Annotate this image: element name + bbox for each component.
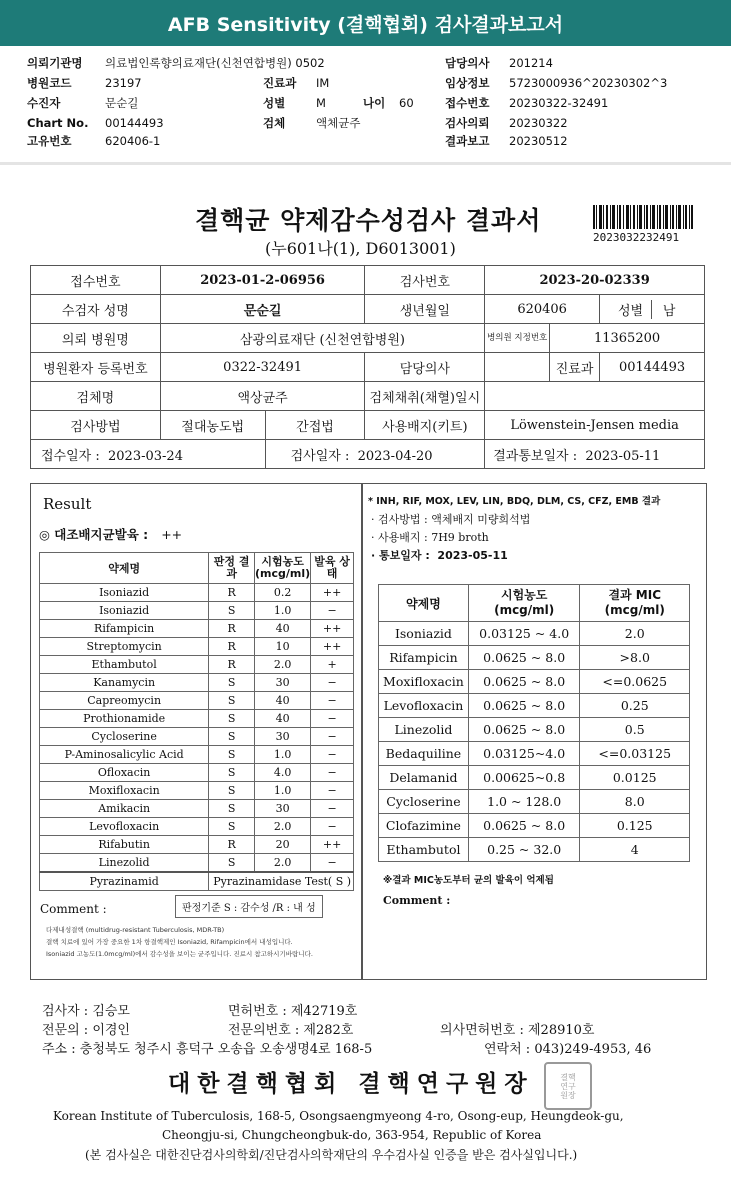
result-panel — [30, 483, 362, 980]
label-patient: 수진자 — [27, 96, 61, 110]
info-label: 접수일자 : — [41, 448, 100, 464]
info-label: 사용배지(키트) — [365, 411, 485, 440]
comment-line: 다제내성결핵 (multidrug-resistant Tuberculosis, MDR-TB) — [46, 926, 225, 934]
table-row — [379, 790, 690, 814]
comment-line: 결핵 치료에 있어 가장 중요한 1차 항결핵제인 Isoniazid, Rifampicin에서 내성입니다. — [46, 938, 293, 946]
table-row — [379, 646, 690, 670]
info-value: 00144493 — [600, 353, 705, 382]
mic-notify-label: · 통보일자 : — [371, 549, 430, 562]
judgement: S — [209, 674, 255, 692]
table-row — [40, 854, 354, 873]
value-unique-no: 620406-1 — [105, 134, 161, 148]
info-tested-cell — [265, 440, 485, 469]
phone: 연락처 : 043)249-4953, 46 — [484, 1042, 652, 1057]
comment-text — [46, 924, 313, 960]
drug-name: Rifabutin — [40, 836, 209, 854]
drug-name: Linezolid — [379, 718, 469, 742]
info-value: 절대농도법 — [160, 411, 265, 440]
test-concentration: 40 — [255, 692, 311, 710]
drug-name: Streptomycin — [40, 638, 209, 656]
label-chart-no: Chart No. — [27, 116, 89, 130]
mic-result: 0.25 — [580, 694, 690, 718]
test-range: 1.0 ~ 128.0 — [468, 790, 580, 814]
col-header: 판정 결과 — [209, 553, 255, 584]
label-specimen: 검체 — [263, 116, 286, 130]
table-row — [40, 638, 354, 656]
test-range: 0.03125~4.0 — [468, 742, 580, 766]
judgement: S — [209, 710, 255, 728]
test-concentration: 40 — [255, 710, 311, 728]
mic-table — [378, 584, 690, 862]
info-value: 620406 — [485, 295, 600, 324]
test-range: 0.25 ~ 32.0 — [468, 838, 580, 862]
pza-name: Pyrazinamid — [40, 872, 209, 891]
drug-name: Isoniazid — [40, 584, 209, 602]
judgement: S — [209, 854, 255, 873]
info-label: 생년월일 — [365, 295, 485, 324]
judgement: S — [209, 602, 255, 620]
judgement: R — [209, 620, 255, 638]
mic-comment-label: Comment : — [383, 894, 451, 907]
judgement: R — [209, 656, 255, 674]
info-value: 0322-32491 — [160, 353, 365, 382]
test-concentration: 10 — [255, 638, 311, 656]
table-row — [379, 766, 690, 790]
test-range: 0.03125 ~ 4.0 — [468, 622, 580, 646]
growth-status: − — [311, 782, 354, 800]
judgement: R — [209, 584, 255, 602]
growth-status: ++ — [311, 620, 354, 638]
specialist-no: 전문의번호 : 제282호 — [228, 1023, 354, 1038]
mic-note-title: * INH, RIF, MOX, LEV, LIN, BDQ, DLM, CS, CFZ, EMB 결과 — [368, 496, 661, 507]
info-value: 11365200 — [550, 324, 705, 353]
info-label: 진료과 — [550, 353, 600, 382]
table-row — [379, 670, 690, 694]
judgement: R — [209, 836, 255, 854]
license-no: 면허번호 : 제42719호 — [228, 1004, 358, 1019]
official-seal: 결핵 연구 원장 — [544, 1062, 592, 1110]
col-header: 시험농도 (mcg/ml) — [468, 585, 580, 622]
test-concentration: 30 — [255, 674, 311, 692]
table-row — [40, 584, 354, 602]
info-label: 성별 — [617, 303, 644, 319]
judgement: S — [209, 692, 255, 710]
comment-label: Comment : — [40, 902, 107, 916]
info-value: 삼광의료재단 (신천연합병원) — [160, 324, 484, 353]
label-request-date: 검사의뢰 — [445, 116, 490, 130]
info-table — [30, 265, 705, 469]
label-institution: 의뢰기관명 — [27, 56, 83, 70]
table-row — [379, 814, 690, 838]
drug-name: Levofloxacin — [40, 818, 209, 836]
mic-notify — [371, 547, 508, 563]
table-row — [379, 718, 690, 742]
judgement: R — [209, 638, 255, 656]
table-row — [379, 742, 690, 766]
control-label: ◎ 대조배지균발육 : — [39, 527, 149, 542]
report-title: AFB Sensitivity (결핵협회) 검사결과보고서 — [0, 0, 731, 46]
drug-name: Ethambutol — [40, 656, 209, 674]
label-clinical-info: 임상정보 — [445, 76, 490, 90]
barcode-icon — [593, 205, 693, 229]
drug-name: Cycloserine — [379, 790, 469, 814]
drug-name: Rifampicin — [40, 620, 209, 638]
value-age: 60 — [399, 96, 414, 110]
info-value: 2023-05-11 — [585, 448, 661, 464]
test-range: 0.0625 ~ 8.0 — [468, 814, 580, 838]
table-row — [40, 692, 354, 710]
test-concentration: 40 — [255, 620, 311, 638]
info-notified-cell — [485, 440, 705, 469]
value-request-date: 20230322 — [509, 116, 568, 130]
table-row — [40, 746, 354, 764]
label-report-date: 결과보고 — [445, 134, 490, 148]
test-range: 0.00625~0.8 — [468, 766, 580, 790]
value-receipt-no: 20230322-32491 — [509, 96, 609, 110]
control-growth — [39, 525, 182, 543]
growth-status: − — [311, 602, 354, 620]
value-patient: 문순길 — [105, 96, 139, 110]
label-age: 나이 — [363, 96, 386, 110]
test-range: 0.0625 ~ 8.0 — [468, 646, 580, 670]
drug-name: Kanamycin — [40, 674, 209, 692]
drug-name: Linezolid — [40, 854, 209, 873]
col-header: 결과 MIC (mcg/ml) — [580, 585, 690, 622]
doctor-license-no: 의사면허번호 : 제28910호 — [440, 1023, 595, 1038]
test-range: 0.0625 ~ 8.0 — [468, 670, 580, 694]
drug-name: Isoniazid — [40, 602, 209, 620]
test-concentration: 2.0 — [255, 818, 311, 836]
divider — [0, 162, 731, 165]
table-row — [40, 602, 354, 620]
label-dept: 진료과 — [263, 76, 297, 90]
info-label: 병의원 지정번호 — [485, 324, 550, 353]
drug-name: P-Aminosalicylic Acid — [40, 746, 209, 764]
mic-result: 4 — [580, 838, 690, 862]
table-row — [40, 764, 354, 782]
test-concentration: 1.0 — [255, 602, 311, 620]
drug-name: Rifampicin — [379, 646, 469, 670]
label-unique-no: 고유번호 — [27, 134, 72, 148]
info-sex-cell — [600, 295, 705, 324]
info-label: 병원환자 등록번호 — [31, 353, 161, 382]
info-label: 검체채취(채혈)일시 — [365, 382, 485, 411]
growth-status: ++ — [311, 836, 354, 854]
info-label: 검사일자 : — [290, 448, 350, 464]
criteria-box: 판정기준 S : 감수성 /R : 내 성 — [175, 895, 323, 918]
value-doctor: 201214 — [509, 56, 553, 70]
info-received-cell — [31, 440, 266, 469]
mic-notify-date: 2023-05-11 — [437, 549, 508, 562]
test-concentration: 2.0 — [255, 854, 311, 873]
susceptibility-table — [39, 552, 354, 891]
info-value: 2023-03-24 — [108, 448, 183, 464]
test-range: 0.0625 ~ 8.0 — [468, 718, 580, 742]
growth-status: − — [311, 710, 354, 728]
mic-result: >8.0 — [580, 646, 690, 670]
drug-name: Clofazimine — [379, 814, 469, 838]
growth-status: − — [311, 854, 354, 873]
table-row — [40, 818, 354, 836]
test-concentration: 20 — [255, 836, 311, 854]
info-label: 의뢰 병원명 — [31, 324, 161, 353]
test-concentration: 30 — [255, 800, 311, 818]
test-concentration: 4.0 — [255, 764, 311, 782]
mic-method: · 검사방법 : 액체배지 미량희석법 — [371, 513, 531, 526]
test-concentration: 0.2 — [255, 584, 311, 602]
table-row — [40, 800, 354, 818]
growth-status: ++ — [311, 584, 354, 602]
certification-note: (본 검사실은 대한진단검사의학회/진단검사의학재단의 우수검사실 인증을 받은 검사실입니다.) — [85, 1148, 578, 1162]
test-concentration: 1.0 — [255, 746, 311, 764]
mic-result: 0.125 — [580, 814, 690, 838]
barcode-number: 2023032232491 — [593, 231, 680, 244]
judgement: S — [209, 728, 255, 746]
col-header: 약제명 — [379, 585, 469, 622]
drug-name: Levofloxacin — [379, 694, 469, 718]
mic-result: 8.0 — [580, 790, 690, 814]
table-row — [40, 656, 354, 674]
table-row — [379, 622, 690, 646]
col-header: 발육 상태 — [311, 553, 354, 584]
table-row — [40, 836, 354, 854]
drug-name: Ethambutol — [379, 838, 469, 862]
judgement: S — [209, 800, 255, 818]
tester: 검사자 : 김승모 — [42, 1004, 130, 1019]
info-label: 수검자 성명 — [31, 295, 161, 324]
info-label: 결과통보일자 : — [493, 448, 578, 464]
info-value: 문순길 — [160, 295, 365, 324]
table-row — [40, 710, 354, 728]
test-concentration: 30 — [255, 728, 311, 746]
value-sex: M — [316, 96, 326, 110]
table-row — [40, 620, 354, 638]
value-clinical-info: 5723000936^20230302^3 — [509, 76, 668, 90]
value-report-date: 20230512 — [509, 134, 568, 148]
org-address-en-2: Cheongju-si, Chungcheongbuk-do, 363-954, Republic of Korea — [162, 1128, 542, 1142]
drug-name: Ofloxacin — [40, 764, 209, 782]
drug-name: Bedaquiline — [379, 742, 469, 766]
mic-result: <=0.0625 — [580, 670, 690, 694]
doc-title: 결핵균 약제감수성검사 결과서 — [195, 206, 542, 235]
value-specimen: 액체균주 — [316, 116, 361, 130]
pza-value: Pyrazinamidase Test( S ) — [209, 872, 354, 891]
table-row — [40, 674, 354, 692]
mic-result: 0.5 — [580, 718, 690, 742]
mic-result: 0.0125 — [580, 766, 690, 790]
table-row — [40, 728, 354, 746]
info-value: 2023-01-2-06956 — [160, 266, 365, 295]
col-header: 시험농도 (mcg/ml) — [255, 553, 311, 584]
mic-result: <=0.03125 — [580, 742, 690, 766]
address: 주소 : 충청북도 청주시 흥덕구 오송읍 오송생명4로 168-5 — [42, 1042, 373, 1057]
growth-status: + — [311, 656, 354, 674]
header-info — [0, 0, 731, 160]
info-value: 액상균주 — [160, 382, 365, 411]
growth-status: − — [311, 692, 354, 710]
control-value: ++ — [161, 527, 183, 542]
drug-name: Prothionamide — [40, 710, 209, 728]
test-range: 0.0625 ~ 8.0 — [468, 694, 580, 718]
mic-result: 2.0 — [580, 622, 690, 646]
drug-name: Isoniazid — [379, 622, 469, 646]
doc-subtitle: (누601나(1), D6013001) — [265, 239, 456, 258]
drug-name: Moxifloxacin — [40, 782, 209, 800]
info-value — [485, 353, 550, 382]
label-doctor: 담당의사 — [445, 56, 490, 70]
judgement: S — [209, 746, 255, 764]
org-name-kr: 대한결핵협회 결핵연구원장 — [168, 1070, 534, 1097]
info-label: 담당의사 — [365, 353, 485, 382]
table-row — [40, 782, 354, 800]
drug-name: Moxifloxacin — [379, 670, 469, 694]
info-value: Löwenstein-Jensen media — [485, 411, 705, 440]
info-label: 접수번호 — [31, 266, 161, 295]
test-concentration: 2.0 — [255, 656, 311, 674]
label-receipt-no: 접수번호 — [445, 96, 490, 110]
info-label: 검사방법 — [31, 411, 161, 440]
growth-status: − — [311, 728, 354, 746]
info-value: 2023-20-02339 — [485, 266, 705, 295]
result-label: Result — [43, 495, 92, 513]
mic-footnote: ※결과 MIC농도부터 균의 발육이 억제됨 — [383, 875, 554, 886]
judgement: S — [209, 818, 255, 836]
table-row — [379, 838, 690, 862]
value-dept: IM — [316, 76, 330, 90]
value-hospital-code: 23197 — [105, 76, 142, 90]
comment-line: Isoniazid 고농도(1.0mcg/ml)에서 감수성을 보이는 균주입니다. 진료시 참고하시기바랍니다. — [46, 950, 313, 958]
info-value: 간접법 — [265, 411, 365, 440]
value-institution: 의료법인록향의료재단(신천연합병원) 0502 — [105, 56, 325, 70]
info-label: 검사번호 — [365, 266, 485, 295]
test-concentration: 1.0 — [255, 782, 311, 800]
growth-status: − — [311, 746, 354, 764]
growth-status: − — [311, 800, 354, 818]
table-row — [379, 694, 690, 718]
drug-name: Delamanid — [379, 766, 469, 790]
mic-media: · 사용배지 : 7H9 broth — [371, 531, 489, 544]
growth-status: − — [311, 764, 354, 782]
mic-panel — [362, 483, 707, 980]
judgement: S — [209, 764, 255, 782]
growth-status: ++ — [311, 638, 354, 656]
growth-status: − — [311, 818, 354, 836]
info-value: 남 — [651, 300, 686, 319]
info-value — [485, 382, 705, 411]
info-value: 2023-04-20 — [357, 448, 433, 464]
info-label: 검체명 — [31, 382, 161, 411]
growth-status: − — [311, 674, 354, 692]
label-sex: 성별 — [263, 96, 286, 110]
org-address-en-1: Korean Institute of Tuberculosis, 168-5, Osongsaengmyeong 4-ro, Osong-eup, Heungdeok-gu, — [53, 1109, 624, 1123]
specialist: 전문의 : 이경인 — [42, 1023, 130, 1038]
col-header: 약제명 — [40, 553, 209, 584]
drug-name: Capreomycin — [40, 692, 209, 710]
drug-name: Cycloserine — [40, 728, 209, 746]
drug-name: Amikacin — [40, 800, 209, 818]
value-chart-no: 00144493 — [105, 116, 164, 130]
judgement: S — [209, 782, 255, 800]
label-hospital-code: 병원코드 — [27, 76, 72, 90]
